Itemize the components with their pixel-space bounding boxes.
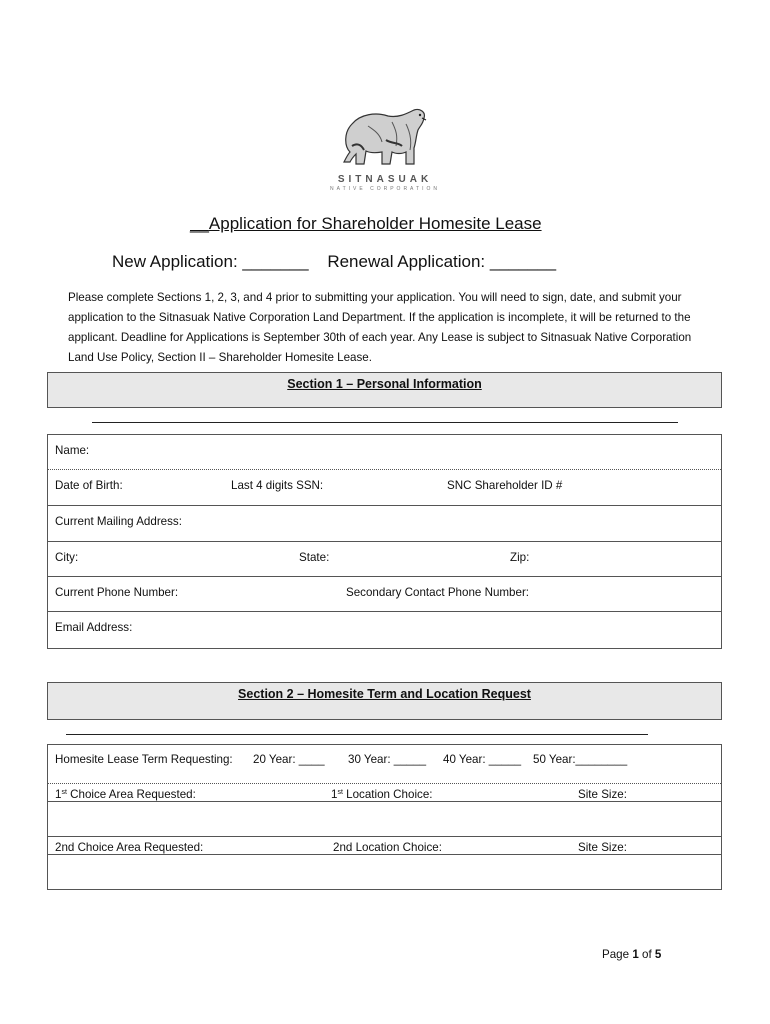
- mailing-address-label: Current Mailing Address:: [55, 515, 182, 528]
- application-type-row: [112, 252, 632, 272]
- second-choice-area-label: 2nd Choice Area Requested:: [55, 841, 204, 854]
- site-size-1-label: Site Size:: [578, 788, 627, 801]
- page-title: [190, 214, 580, 234]
- page-word: Page: [602, 948, 630, 961]
- second-choice-row[interactable]: [48, 837, 721, 889]
- shareholder-id-label: SNC Shareholder ID #: [447, 479, 563, 492]
- of-word: of: [642, 948, 652, 961]
- instructions-paragraph: Please complete Sections 1, 2, 3, and 4 prior to submitting your application. You will need to sign, date, and submit your application to the Sitnasuak Native Corporation Land Department. If the application is incomplete, it will be returned to the applicant. Deadline for Applications is September 30th of each year. Any Lease is subject to Sitnasuak Native Corporation Land Use Policy, Section II – Shareholder Homesite Lease.: [68, 291, 692, 364]
- first-choice-entry-line: [48, 801, 721, 802]
- title-prefix: __: [190, 214, 209, 233]
- ssn-label: Last 4 digits SSN:: [231, 479, 324, 492]
- current-page: 1: [632, 948, 639, 961]
- city-state-zip-row[interactable]: [48, 542, 721, 577]
- mailing-address-row[interactable]: [48, 506, 721, 542]
- term-50-field[interactable]: 50 Year:________: [533, 753, 628, 766]
- site-size-2-label: Site Size:: [578, 841, 627, 854]
- dob-label: Date of Birth:: [55, 479, 123, 492]
- first-choice-row[interactable]: [48, 784, 721, 837]
- section2-divider: [66, 734, 648, 735]
- logo-wordmark: SITNASUAK: [337, 174, 433, 185]
- secondary-phone-label: Secondary Contact Phone Number:: [346, 586, 530, 599]
- company-logo: [322, 106, 448, 192]
- phone-row[interactable]: [48, 577, 721, 612]
- second-location-choice-label: 2nd Location Choice:: [333, 841, 442, 854]
- first-choice-area-label: 1st Choice Area Requested:: [55, 788, 196, 801]
- term-label: Homesite Lease Term Requesting:: [55, 753, 233, 766]
- section2-title: Section 2 – Homesite Term and Location Request: [238, 687, 531, 701]
- page-number: [602, 948, 661, 961]
- total-pages: 5: [654, 948, 662, 961]
- section1-header: [47, 372, 722, 408]
- polar-bear-icon: [322, 106, 448, 172]
- term-20-field[interactable]: 20 Year: ____: [253, 753, 325, 766]
- first-location-choice-label: 1st Location Choice:: [331, 788, 433, 801]
- term-30-field[interactable]: 30 Year: _____: [348, 753, 427, 766]
- name-label: Name:: [55, 444, 90, 457]
- name-row[interactable]: [48, 435, 721, 470]
- title-text: Application for Shareholder Homesite Lease: [208, 214, 542, 233]
- logo-subtitle: NATIVE CORPORATION: [330, 186, 440, 192]
- section1-title: Section 1 – Personal Information: [287, 377, 482, 391]
- city-label: City:: [55, 551, 79, 564]
- new-application-field[interactable]: New Application: _______: [112, 252, 309, 271]
- phone-label: Current Phone Number:: [55, 586, 179, 599]
- dob-row[interactable]: [48, 470, 721, 506]
- homesite-request-table: [47, 744, 722, 890]
- section2-header: [47, 682, 722, 720]
- second-choice-entry-line: [48, 854, 721, 855]
- email-row[interactable]: [48, 612, 721, 648]
- personal-info-table: [47, 434, 722, 649]
- email-label: Email Address:: [55, 621, 133, 634]
- state-label: State:: [299, 551, 330, 564]
- renewal-application-field[interactable]: Renewal Application: _______: [327, 252, 557, 271]
- zip-label: Zip:: [510, 551, 530, 564]
- lease-term-row[interactable]: [48, 745, 721, 784]
- term-40-field[interactable]: 40 Year: _____: [443, 753, 522, 766]
- section1-divider: [92, 422, 678, 423]
